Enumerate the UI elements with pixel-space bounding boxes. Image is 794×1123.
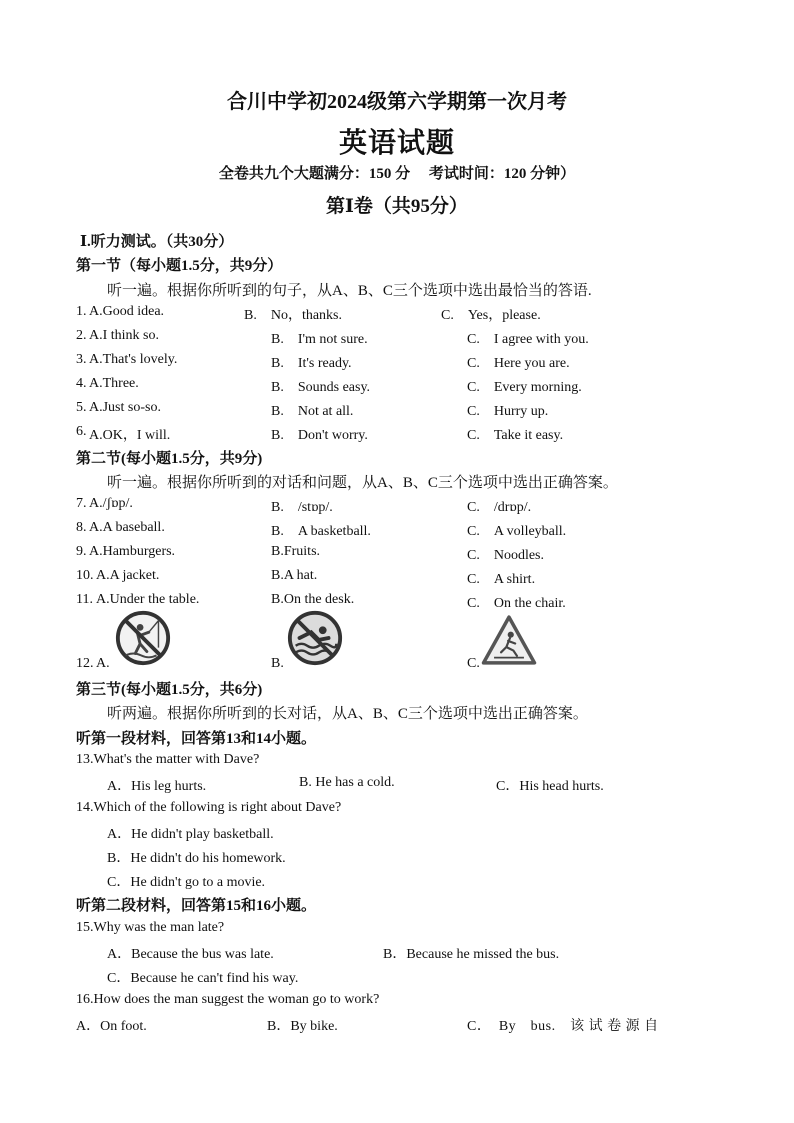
- beware-slippery-sign-icon: [480, 611, 538, 669]
- question-number: 7.: [76, 496, 87, 511]
- option-c: C． By bus. 该 试 卷 源 自: [467, 1019, 659, 1034]
- option-b: B.Fruits.: [271, 544, 321, 559]
- option-b: B. It's ready.: [271, 356, 352, 371]
- option-c: C. Yes，please.: [441, 308, 541, 323]
- question-number: 6.: [76, 424, 87, 439]
- option-c: C．Because he can't find his way.: [107, 971, 299, 986]
- option-c: C. A volleyball.: [467, 524, 567, 539]
- option-c: C．His head hurts.: [496, 779, 604, 794]
- question-number: 3.: [76, 352, 87, 367]
- question-number: 8.: [76, 520, 87, 535]
- part1-title: Ⅰ.听力测试。（共30分）: [80, 234, 234, 250]
- option-c: C. Noodles.: [467, 548, 544, 563]
- option-b: B. Don't worry.: [271, 428, 368, 443]
- question-number: 12.: [76, 656, 94, 671]
- option-b: B. A basketball.: [271, 524, 371, 539]
- question-stem: 15.Why was the man late?: [76, 920, 225, 935]
- option-b: B.: [271, 656, 284, 671]
- option-a: A.Just so-so.: [89, 400, 161, 415]
- subject-title: 英语试题: [338, 128, 455, 159]
- question-stem: 16.How does the man suggest the woman go to work?: [76, 992, 380, 1007]
- option-b: B．He didn't do his homework.: [107, 851, 286, 866]
- option-a: A.Under the table.: [96, 592, 200, 607]
- material2-heading: 听第二段材料，回答第15和16小题。: [76, 898, 317, 914]
- option-b: B. He has a cold.: [299, 775, 395, 790]
- option-c: C．He didn't go to a movie.: [107, 875, 266, 890]
- volume-title: 第Ⅰ卷（共95分）: [326, 196, 468, 217]
- option-a: A.That's lovely.: [89, 352, 178, 367]
- question-stem: 13.What's the matter with Dave?: [76, 752, 260, 767]
- option-c: C. Hurry up.: [467, 404, 549, 419]
- question-number: 9.: [76, 544, 87, 559]
- section2-title: 第二节(每小题1.5分，共9分): [76, 451, 263, 467]
- option-a: A．His leg hurts.: [107, 779, 207, 794]
- school-exam-title: 合川中学初2024级第六学期第一次月考: [227, 91, 567, 113]
- no-fishing-sign-icon: [114, 609, 172, 667]
- question-number: 10.: [76, 568, 94, 583]
- option-a: A.Hamburgers.: [89, 544, 176, 559]
- section1-instruction: 听一遍。根据你所听到的句子，从A、B、C三个选项中选出最恰当的答语.: [107, 283, 592, 299]
- option-a: A．On foot.: [76, 1019, 147, 1034]
- option-c: C. Take it easy.: [467, 428, 564, 443]
- option-b: B. I'm not sure.: [271, 332, 368, 347]
- option-c: C. A shirt.: [467, 572, 536, 587]
- question-number: 11.: [76, 592, 93, 607]
- option-a: A.OK，I will.: [89, 428, 171, 443]
- exam-info: 全卷共九个大题满分：150 分 考试时间：120 分钟）: [218, 166, 576, 182]
- section1-title: 第一节（每小题1.5分，共9分）: [76, 258, 283, 274]
- option-a: A.A baseball.: [89, 520, 165, 535]
- option-b: B. /stɒp/.: [271, 500, 333, 515]
- option-a: A.I think so.: [89, 328, 159, 343]
- question-number: 4.: [76, 376, 87, 391]
- option-a: A.Good idea.: [89, 304, 165, 319]
- option-a: A.: [96, 656, 110, 671]
- question-number: 1.: [76, 304, 87, 319]
- option-a: A．He didn't play basketball.: [107, 827, 274, 842]
- option-b: B．By bike.: [267, 1019, 338, 1034]
- option-c: C.: [467, 656, 480, 671]
- option-c: C. Here you are.: [467, 356, 570, 371]
- option-b: B．Because he missed the bus.: [383, 947, 560, 962]
- option-b: B. No，thanks.: [244, 308, 342, 323]
- option-c: C. On the chair.: [467, 596, 566, 611]
- section3-instruction: 听两遍。根据你所听到的长对话，从A、B、C三个选项中选出正确答案。: [107, 706, 588, 722]
- option-a: A./ʃɒp/.: [89, 496, 133, 511]
- option-c: C. /drɒp/.: [467, 500, 532, 515]
- option-a: A．Because the bus was late.: [107, 947, 274, 962]
- option-b: B. Not at all.: [271, 404, 354, 419]
- question-stem: 14.Which of the following is right about Dave?: [76, 800, 342, 815]
- section3-title: 第三节(每小题1.5分，共6分): [76, 682, 263, 698]
- question-number: 5.: [76, 400, 87, 415]
- option-c: C. Every morning.: [467, 380, 582, 395]
- option-a: A.Three.: [89, 376, 139, 391]
- option-c: C. I agree with you.: [467, 332, 589, 347]
- option-a: A.A jacket.: [96, 568, 160, 583]
- material1-heading: 听第一段材料，回答第13和14小题。: [76, 731, 317, 747]
- question-number: 2.: [76, 328, 87, 343]
- option-b: B.On the desk.: [271, 592, 355, 607]
- option-b: B.A hat.: [271, 568, 318, 583]
- no-swimming-sign-icon: [286, 609, 344, 667]
- option-b: B. Sounds easy.: [271, 380, 371, 395]
- section2-instruction: 听一遍。根据你所听到的对话和问题，从A、B、C三个选项中选出正确答案。: [107, 475, 618, 491]
